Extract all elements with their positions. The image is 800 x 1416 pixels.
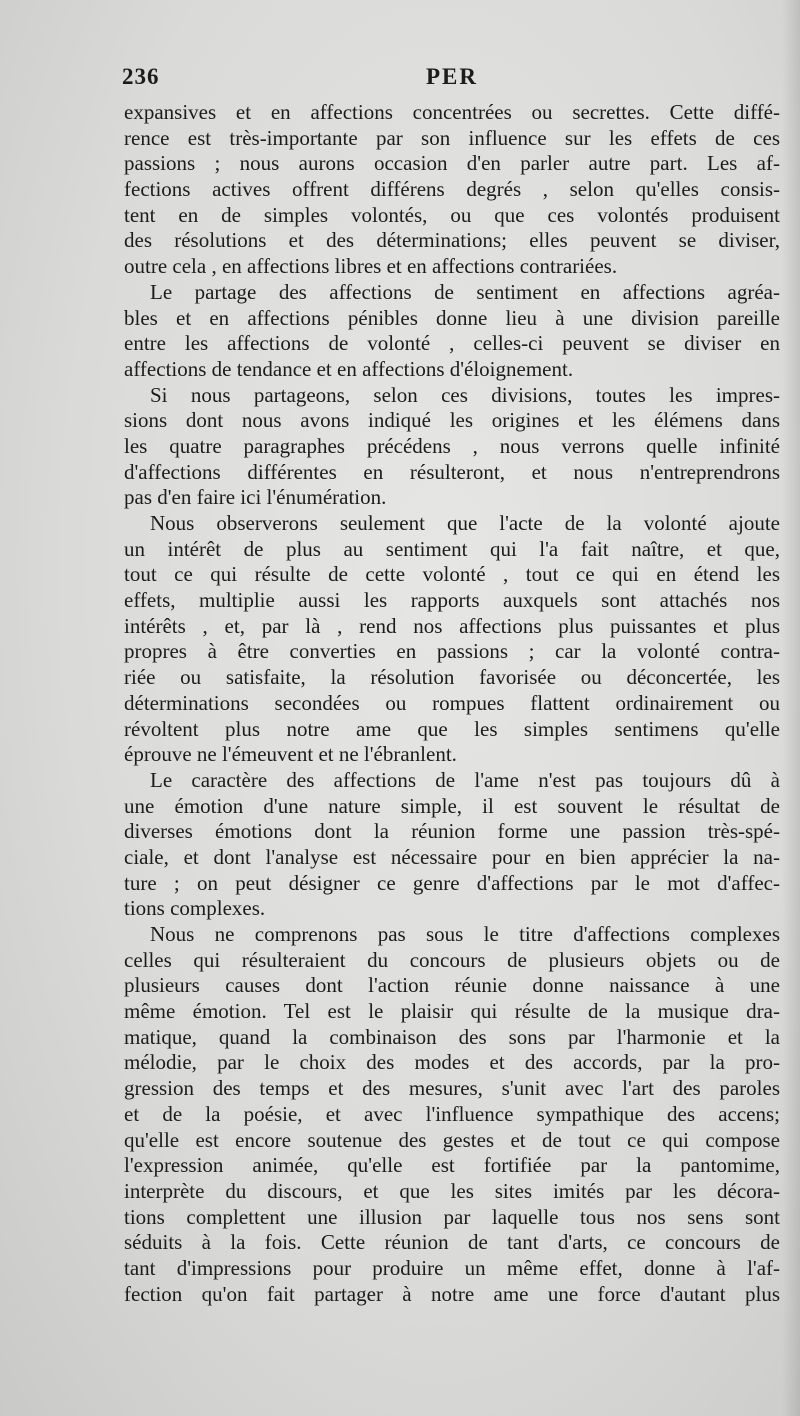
text-line: séduits à la fois. Cette réunion de tant d'arts, ce concours de — [124, 1230, 780, 1255]
text-line: tant d'impressions pour produire un même effet, donne à l'af- — [124, 1255, 780, 1280]
text-line: tions complettent une illusion par laquelle tous nos sens sont — [124, 1204, 780, 1229]
text-line: matique, quand la combinaison des sons par l'harmonie et la — [124, 1024, 780, 1049]
text-line: gression des temps et des mesures, s'unit avec l'art des paroles — [124, 1076, 780, 1101]
text-line: pas d'en faire ici l'énumération. — [124, 485, 387, 510]
text-line: l'expression animée, qu'elle est fortifiée par la pantomime, — [124, 1153, 780, 1178]
text-line: outre cela , en affections libres et en affections contrariées. — [124, 254, 618, 279]
running-head — [122, 64, 782, 94]
text-line: expansives et en affections concentrées ou secrettes. Cette diffé- — [124, 100, 780, 124]
text-line: Nous observerons seulement que l'acte de la volonté ajoute — [150, 511, 780, 535]
text-line: Le partage des affections de sentiment en affections agréa- — [150, 279, 780, 304]
text-line: fection qu'on fait partager à notre ame une force d'autant plus — [124, 1281, 780, 1306]
text-line: propres à être converties en passions ; car la volonté contra- — [124, 639, 780, 664]
text-line: ciale, et dont l'analyse est nécessaire pour en bien apprécier la na- — [124, 844, 780, 869]
text-line: plusieurs causes dont l'action réunie donne naissance à une — [124, 973, 780, 998]
text-line: tions complexes. — [124, 896, 266, 921]
text-line: Nous ne comprenons pas sous le titre d'affections complexes — [150, 922, 780, 946]
text-line: celles qui résulteraient du concours de plusieurs objets ou de — [124, 947, 780, 972]
page-edge-shadow — [782, 0, 800, 1416]
text-line: déterminations secondées ou rompues flattent ordinairement ou — [124, 690, 780, 715]
text-line: Si nous partageons, selon ces divisions, toutes les impres- — [150, 382, 780, 407]
text-line: fections actives offrent différens degrés , selon qu'elles consis- — [124, 177, 780, 202]
text-line: effets, multiplie aussi les rapports auxquels sont attachés nos — [124, 588, 780, 613]
text-line: entre les affections de volonté , celles-ci peuvent se diviser en — [124, 331, 780, 356]
text-line: riée ou satisfaite, la résolution favorisée ou déconcertée, les — [124, 665, 780, 690]
text-line: affections de tendance et en affections d'éloignement. — [124, 356, 574, 381]
running-head-title: PER — [426, 64, 478, 89]
body-text — [124, 100, 780, 1307]
text-line: tent en de simples volontés, ou que ces volontés produisent — [124, 202, 780, 227]
text-line: les quatre paragraphes précédens , nous verrons quelle infinité — [124, 433, 780, 458]
page-number: 236 — [122, 64, 160, 89]
text-line: sions dont nous avons indiqué les origines et les élémens dans — [124, 408, 780, 433]
text-line: révoltent plus notre ame que les simples sentimens qu'elle — [124, 716, 780, 741]
text-line: éprouve ne l'émeuvent et ne l'ébranlent. — [124, 742, 457, 767]
text-line: interprète du discours, et que les sites imités par les décora- — [124, 1178, 780, 1203]
text-line: qu'elle est encore soutenue des gestes et de tout ce qui compose — [124, 1127, 780, 1152]
text-line: d'affections différentes en résulteront, et nous n'entreprendrons — [124, 459, 780, 484]
text-line: Le caractère des affections de l'ame n'est pas toujours dû à — [150, 767, 780, 792]
text-line: rence est très-importante par son influence sur les effets de ces — [124, 125, 780, 150]
text-line: même émotion. Tel est le plaisir qui résulte de la musique dra- — [124, 999, 780, 1024]
text-line: bles et en affections pénibles donne lieu à une division pareille — [124, 305, 780, 330]
text-line: tout ce qui résulte de cette volonté , tout ce qui en étend les — [124, 562, 780, 587]
text-line: intérêts , et, par là , rend nos affections plus puissantes et plus — [124, 613, 780, 638]
text-line: des résolutions et des déterminations; elles peuvent se diviser, — [124, 228, 780, 253]
text-line: ture ; on peut désigner ce genre d'affections par le mot d'affec- — [124, 870, 780, 895]
text-line: et de la poésie, et avec l'influence sympathique des accens; — [124, 1101, 780, 1126]
text-line: mélodie, par le choix des modes et des accords, par la pro- — [124, 1050, 780, 1075]
text-line: un intérêt de plus au sentiment qui l'a fait naître, et que, — [124, 536, 780, 561]
text-line: passions ; nous aurons occasion d'en parler autre part. Les af- — [124, 151, 780, 176]
text-line: diverses émotions dont la réunion forme une passion très-spé- — [124, 819, 780, 844]
text-line: une émotion d'une nature simple, il est souvent le résultat de — [124, 793, 780, 818]
